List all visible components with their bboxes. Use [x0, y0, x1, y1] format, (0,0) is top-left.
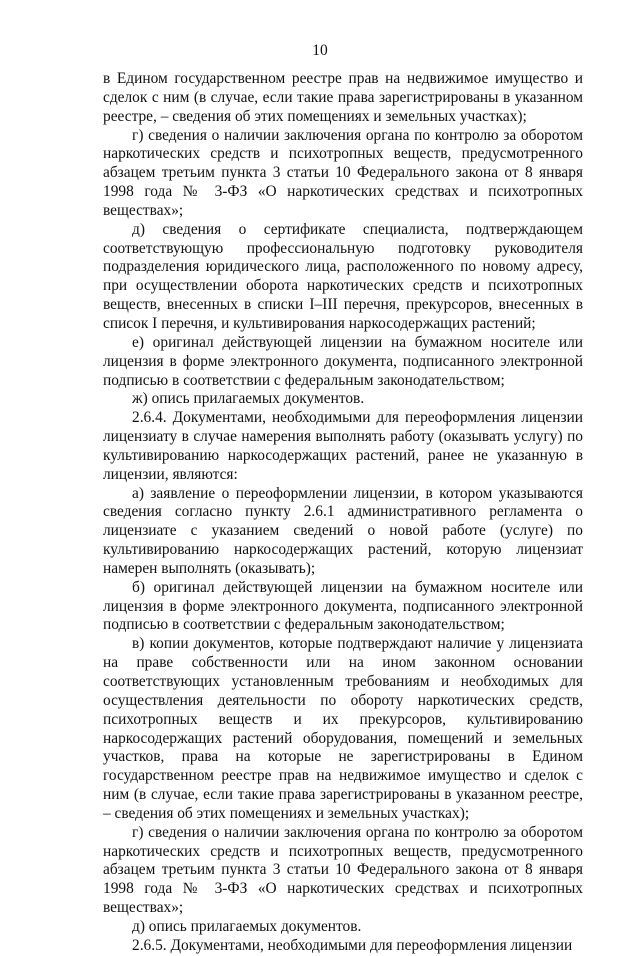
paragraph: б) оригинал действующей лицензии на бумажном носителе или лицензия в форме электронного документа, подписанного электронной подписью в соответствии с федеральным законодательством; [103, 578, 583, 634]
page-number: 10 [312, 42, 328, 59]
paragraph: е) оригинал действующей лицензии на бумажном носителе или лицензия в форме электронного документа, подписанного электронной подписью в соответствии с федеральным законодательством; [103, 333, 583, 389]
paragraph: ж) опись прилагаемых документов. [132, 390, 365, 408]
document-body [103, 70, 583, 956]
paragraph: д) опись прилагаемых документов. [132, 917, 362, 935]
paragraph: в) копии документов, которые подтверждают наличие у лицензиата на праве собственности или на ином законном основании соответствующих установленным требованиям и необходимых для осуществления деятельности по обороту наркотических средств, психотропных веществ и их прекурсоров, культивированию наркосодержащих растений оборудования, помещений и земельных участков, права на которые не зарегистрированы в Едином государственном реестре прав на недвижимое имущество и сделок с ним (в случае, если такие права зарегистрированы в указанном реестре, – сведения об этих помещениях и земельных участках); [103, 635, 583, 822]
paragraph: в Едином государственном реестре прав на недвижимое имущество и сделок с ним (в случае, если такие права зарегистрированы в указанном реестре, – сведения об этих помещениях и земельных участках); [103, 70, 583, 125]
paragraph: 2.6.4. Документами, необходимыми для переоформления лицензии лицензиату в случае намерения выполнять работу (оказывать услугу) по культивированию наркосодержащих растений, ранее не указанную в лицензии, являются: [103, 409, 583, 483]
paragraph: д) сведения о сертификате специалиста, подтверждающем соответствующую профессиональную подготовку руководителя подразделения юридического лица, расположенного по новому адресу, при осуществлении оборота наркотических средств и психотропных веществ, внесенных в списки I–III перечня, прекурсоров, внесенных в список I перечня, и культивирования наркосодержащих растений; [103, 220, 583, 332]
paragraph: г) сведения о наличии заключения органа по контролю за оборотом наркотических средств и психотропных веществ, предусмотренного абзацем третьим пункта 3 статьи 10 Федерального закона от 8 января 1998 года № 3-ФЗ «О наркотических средствах и психотропных веществах»; [103, 823, 583, 917]
paragraph: г) сведения о наличии заключения органа по контролю за оборотом наркотических средств и психотропных веществ, предусмотренного абзацем третьим пункта 3 статьи 10 Федерального закона от 8 января 1998 года № 3-ФЗ «О наркотических средствах и психотропных веществах»; [103, 126, 583, 219]
paragraph: а) заявление о переоформлении лицензии, в котором указываются сведения согласно пункту 2.6.1 административного регламента о лицензиате с указанием сведений о новой работе (услуге) по культивированию наркосодержащих растений, которую лицензиат намерен выполнять (оказывать); [103, 484, 583, 577]
paragraph: 2.6.5. Документами, необходимыми для переоформления лицензии [132, 936, 573, 954]
